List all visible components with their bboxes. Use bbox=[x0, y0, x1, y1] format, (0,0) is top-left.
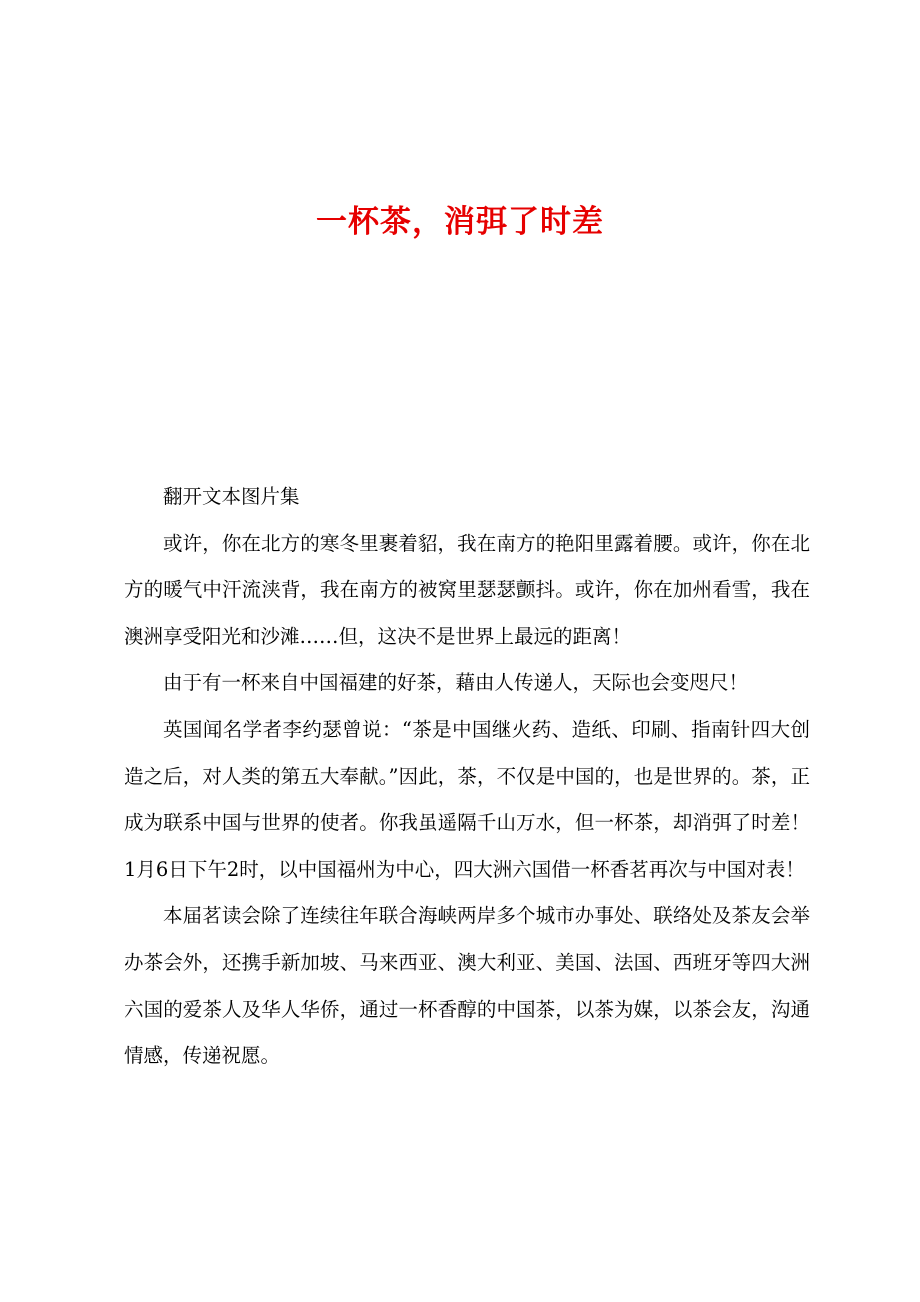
paragraph-1: 翻开文本图片集 bbox=[163, 485, 300, 508]
paragraph-2: 或许，你在北方的寒冬里裹着貂，我在南方的艳阳里露着腰。或许，你在北方的暖气中汗流浃背，我在南方的被窝里瑟瑟颤抖。或许，你在加州看雪，我在澳洲享受阳光和沙滩……但，这决不是世界上最远的距离！ bbox=[124, 531, 810, 648]
article-body bbox=[124, 474, 810, 1080]
page-title: 一杯茶，消弭了时差 bbox=[316, 204, 604, 240]
paragraph-5: 本届茗读会除了连续往年联合海峡两岸多个城市办事处、联络处及茶友会举办茶会外，还携手新加坡、马来西亚、澳大利亚、美国、法国、西班牙等四大洲六国的爱茶人及华人华侨，通过一杯香醇的中国茶，以茶为媒，以茶会友，沟通情感，传递祝愿。 bbox=[124, 904, 810, 1068]
paragraph-4: 英国闻名学者李约瑟曾说：“茶是中国继火药、造纸、印刷、指南针四大创造之后，对人类的第五大奉献。”因此，茶，不仅是中国的，也是世界的。茶，正成为联系中国与世界的使者。你我虽遥隔千山万水，但一杯茶，却消弭了时差！1月6日下午2时，以中国福州为中心，四大洲六国借一杯香茗再次与中国对表！ bbox=[124, 717, 810, 881]
paragraph-3: 由于有一杯来自中国福建的好茶，藉由人传递人，天际也会变咫尺！ bbox=[163, 671, 749, 695]
